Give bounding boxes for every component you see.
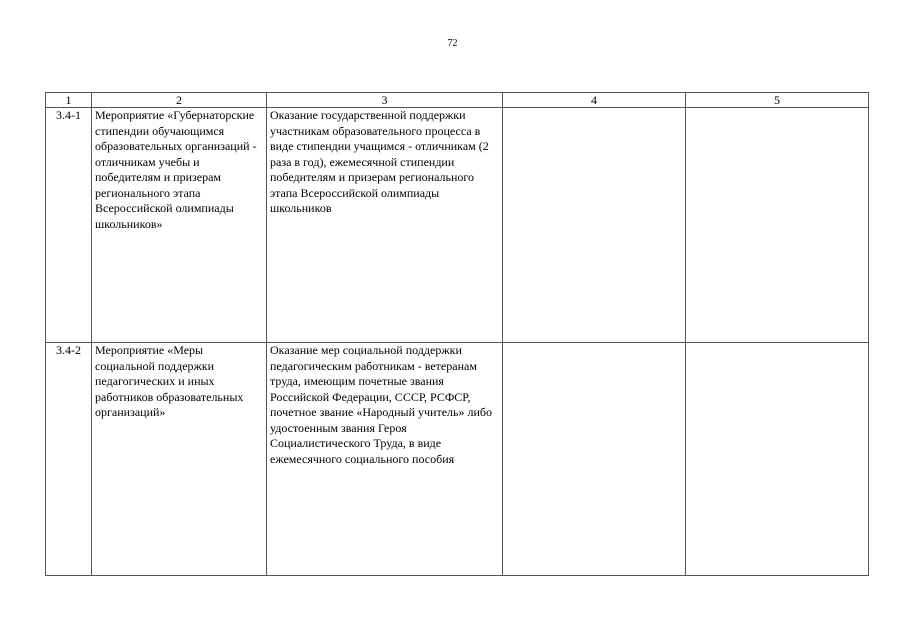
event-name: Мероприятие «Меры социальной поддержки педагогических и иных работников образовательных организаций» bbox=[92, 343, 267, 576]
column-5-cell bbox=[686, 343, 869, 576]
event-name: Мероприятие «Губернаторские стипендии обучающимся образовательных организаций - отличникам учебы и победителям и призерам регионального этапа Всероссийской олимпиады школьников» bbox=[92, 108, 267, 343]
page-number: 72 bbox=[447, 38, 458, 49]
table-row bbox=[46, 108, 869, 343]
column-header-4: 4 bbox=[503, 93, 686, 108]
event-description: Оказание государственной поддержки участникам образовательного процесса в виде стипендии учащимся - отличникам (2 раза в год), ежемесячной стипендии победителям и призерам регионального этапа Всероссийской олимпиады школьников bbox=[267, 108, 503, 343]
column-header-3: 3 bbox=[267, 93, 503, 108]
column-header-2: 2 bbox=[92, 93, 267, 108]
column-header-5: 5 bbox=[686, 93, 869, 108]
row-id: 3.4-1 bbox=[46, 108, 92, 343]
event-description: Оказание мер социальной поддержки педагогическим работникам - ветеранам труда, имеющим почетные звания Российской Федерации, СССР, РСФСР, почетное звание «Народный учитель» либо удостоенным звания Героя Социалистического Труда, в виде ежемесячного социального пособия bbox=[267, 343, 503, 576]
table-row bbox=[46, 343, 869, 576]
column-header-1: 1 bbox=[46, 93, 92, 108]
header-row bbox=[46, 93, 869, 108]
column-4-cell bbox=[503, 108, 686, 343]
measures-table bbox=[45, 92, 869, 576]
column-4-cell bbox=[503, 343, 686, 576]
column-5-cell bbox=[686, 108, 869, 343]
row-id: 3.4-2 bbox=[46, 343, 92, 576]
